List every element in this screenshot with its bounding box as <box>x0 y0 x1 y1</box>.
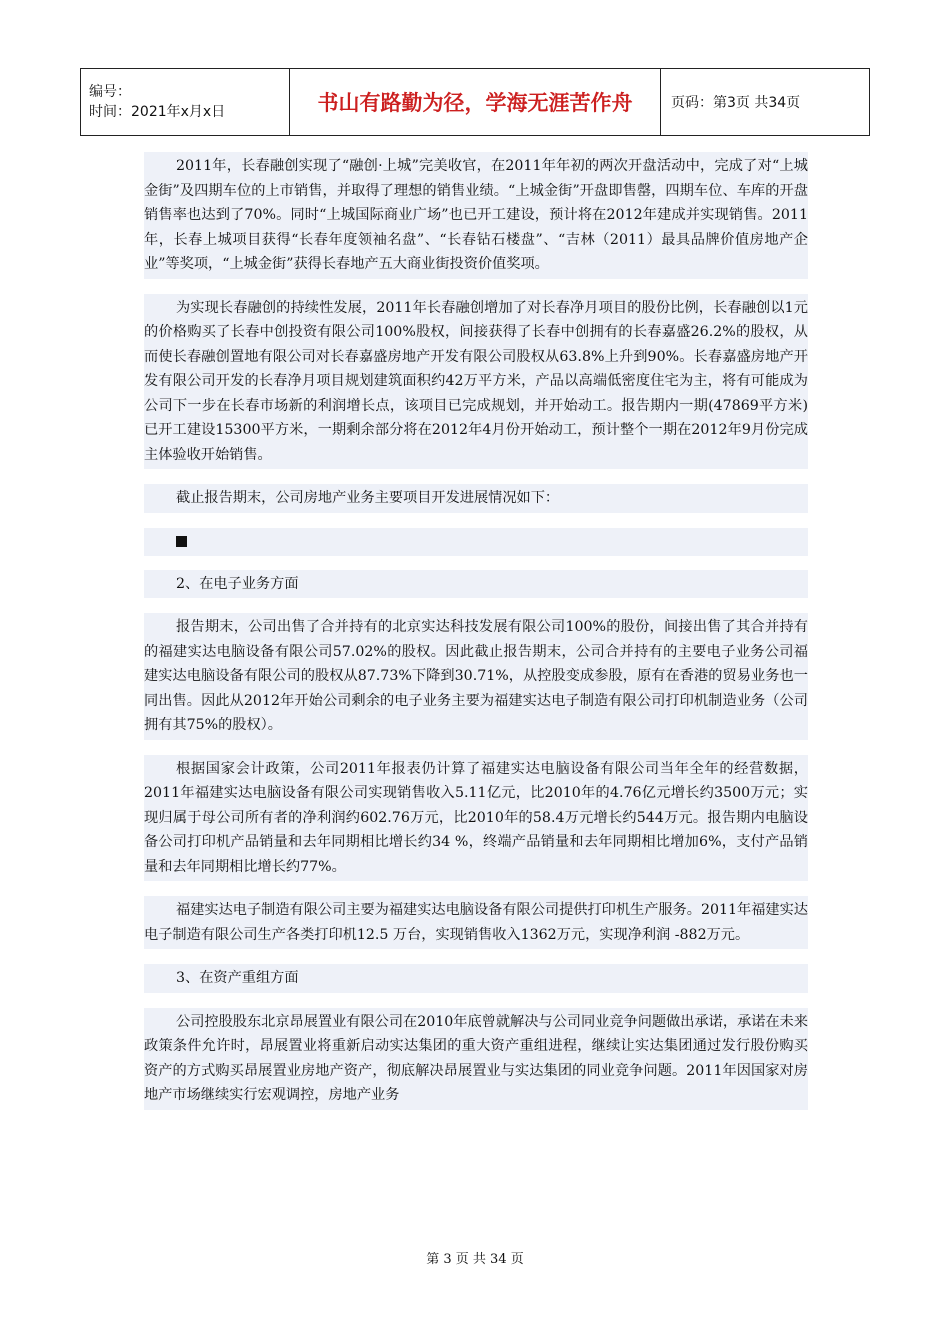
square-bullet-icon <box>176 536 187 547</box>
header-left-cell <box>81 69 290 136</box>
paragraph-electronics-financials: 根据国家会计政策，公司2011年报表仍计算了福建实达电脑设备有限公司当年全年的经营数据，2011年福建实达电脑设备有限公司实现销售收入5.11亿元，比2010年的4.76亿元增长约3500万元；实现归属于母公司所有者的净利润约602.76万元，比2010年的58.4万元增长约544万元。报告期内电脑设备公司打印机产品销量和去年同期相比增长约34 %，终端产品销量和去年同期相比增加6%，支付产品销量和去年同期相比增长约77%。 <box>144 755 808 882</box>
document-number-label: 编号： <box>89 84 131 100</box>
section-heading-restructuring: 3、在资产重组方面 <box>144 964 808 993</box>
document-body <box>144 152 808 1125</box>
bullet-placeholder <box>144 528 808 556</box>
paragraph-changchun-equity: 为实现长春融创的持续性发展，2011年长春融创增加了对长春净月项目的股份比例，长春融创以1元的价格购买了长春中创投资有限公司100%股权，间接获得了长春中创拥有的长春嘉盛26.2%的股权，从而使长春融创置地有限公司对长春嘉盛房地产开发有限公司股权从63.8%上升到90%。长春嘉盛房地产开发有限公司开发的长春净月项目规划建筑面积约42万平方米，产品以高端低密度住宅为主，将有可能成为公司下一步在长春市场新的利润增长点，该项目已完成规划，并开始动工。报告期内一期(47869平方米)已开工建设15300平方米，一期剩余部分将在2012年4月份开始动工，预计整个一期在2012年9月份完成主体验收开始销售。 <box>144 294 808 470</box>
paragraph-changchun-summary: 2011年，长春融创实现了“融创·上城”完美收官，在2011年年初的两次开盘活动中，完成了对“上城金街”及四期车位的上市销售，并取得了理想的销售业绩。“上城金街”开盘即售罄，四期车位、车库的开盘销售率也达到了70%。同时“上城国际商业广场”也已开工建设，预计将在2012年建成并实现销售。2011年，长春上城项目获得“长春年度领袖名盘”、“长春钻石楼盘”、“吉林（2011）最具品牌价值房地产企业”等奖项，“上城金街”获得长春地产五大商业街投资价值奖项。 <box>144 152 808 279</box>
document-time-label: 时间：2021年x月x日 <box>89 104 226 120</box>
paragraph-electronics-divestment: 报告期末，公司出售了合并持有的北京实达科技发展有限公司100%的股份，间接出售了其合并持有的福建实达电脑设备有限公司57.02%的股权。因此截止报告期末，公司合并持有的主要电子业务公司福建实达电脑设备有限公司的股权从87.73%下降到30.71%，从控股变成参股，原有在香港的贸易业务也一同出售。因此从2012年开始公司剩余的电子业务主要为福建实达电子制造有限公司打印机制造业务（公司拥有其75%的股权）。 <box>144 613 808 740</box>
paragraph-restructuring: 公司控股股东北京昂展置业有限公司在2010年底曾就解决与公司同业竞争问题做出承诺，承诺在未来政策条件允许时，昂展置业将重新启动实达集团的重大资产重组进程，继续让实达集团通过发行股份购买资产的方式购买昂展置业房地产资产，彻底解决昂展置业与实达集团的同业竞争问题。2011年因国家对房地产市场继续实行宏观调控，房地产业务 <box>144 1008 808 1110</box>
section-heading-electronics: 2、在电子业务方面 <box>144 570 808 599</box>
header-motto: 书山有路勤为径，学海无涯苦作舟 <box>290 69 661 136</box>
header-table <box>80 68 870 136</box>
paragraph-electronics-manufacturing: 福建实达电子制造有限公司主要为福建实达电脑设备有限公司提供打印机生产服务。2011年福建实达电子制造有限公司生产各类打印机12.5 万台，实现销售收入1362万元，实现净利润 -882万元。 <box>144 896 808 949</box>
paragraph-project-progress-intro: 截止报告期末，公司房地产业务主要项目开发进展情况如下： <box>144 484 808 513</box>
header-page-info: 页码：第3页 共34页 <box>661 69 870 136</box>
page-footer: 第 3 页 共 34 页 <box>426 1252 524 1267</box>
